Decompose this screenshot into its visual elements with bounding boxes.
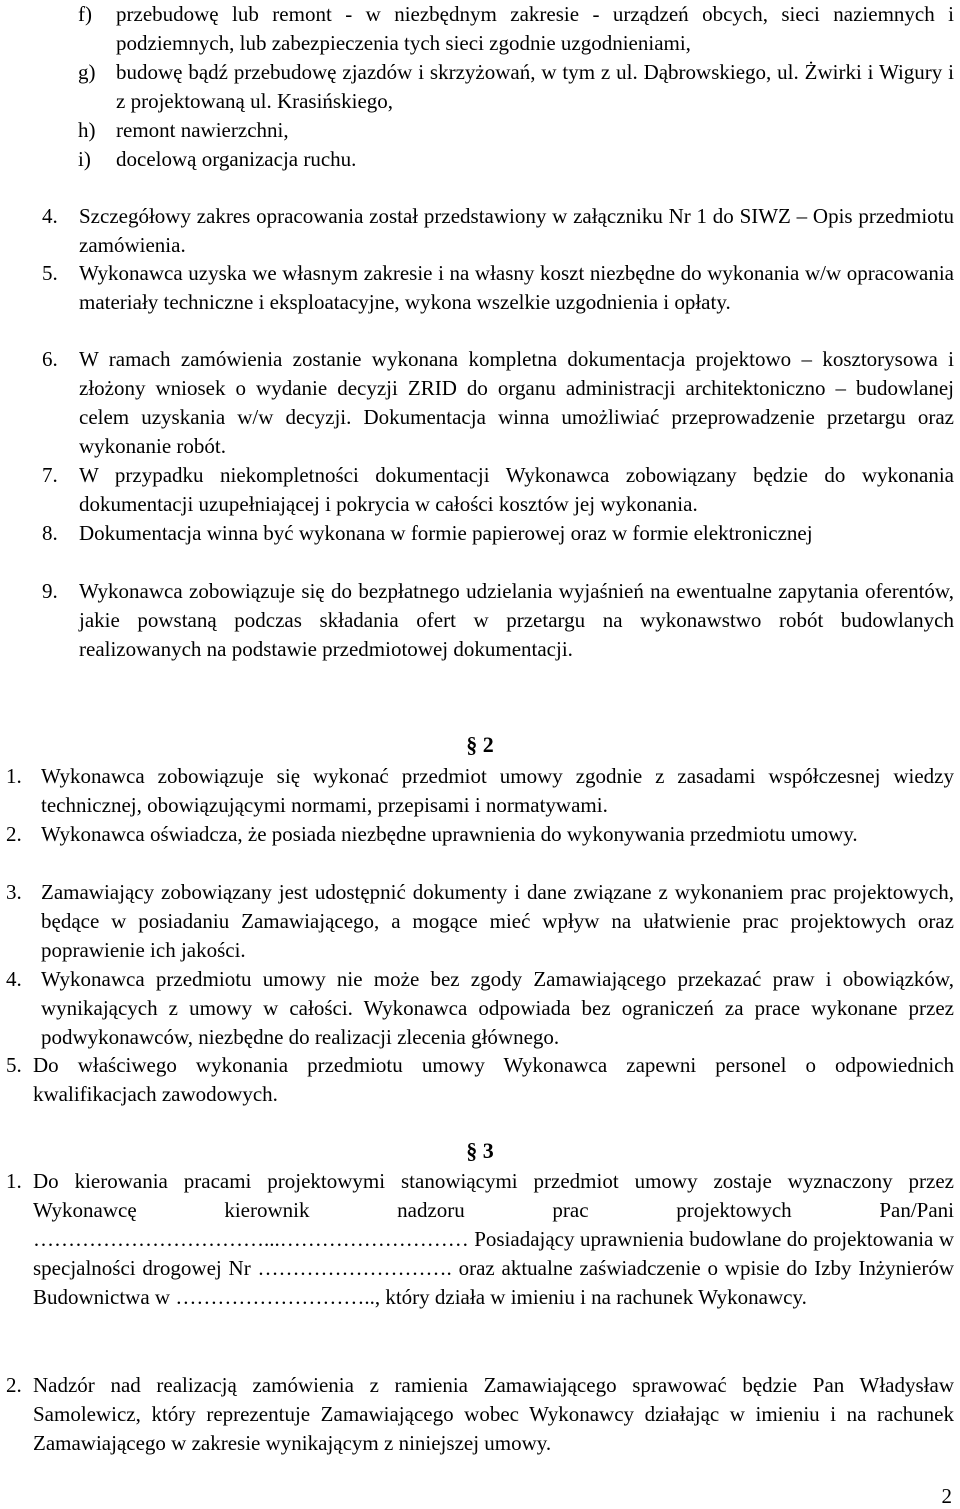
- section-2-item-1: [6, 762, 954, 820]
- list-label: 4.: [6, 967, 22, 991]
- list-text: remont nawierzchni,: [116, 118, 289, 142]
- list-text: Dokumentacja winna być wykonana w formie papierowej oraz w formie elektronicznej: [79, 521, 813, 545]
- list-label: h): [78, 118, 96, 142]
- list-item-6: [42, 345, 954, 461]
- list-text: W przypadku niekompletności dokumentacji Wykonawca zobowiązany będzie do wykonania dokumentacji uzupełniającej i pokrycia w całości kosztów jej wykonania.: [79, 463, 954, 516]
- list-label: 3.: [6, 880, 22, 904]
- page-number: 2: [941, 1484, 952, 1508]
- section-heading-3: § 3: [466, 1138, 494, 1163]
- list-label: 7.: [42, 463, 58, 487]
- section-2-item-2: [6, 820, 954, 849]
- list-text: przebudowę lub remont - w niezbędnym zakresie - urządzeń obcych, sieci naziemnych i podziemnych, lub zabezpieczenia tych sieci zgodnie uzgodnieniami,: [116, 2, 954, 55]
- list-text: Wykonawca zobowiązuje się do bezpłatnego udzielania wyjaśnień na ewentualne zapytania oferentów, jakie powstaną podczas składania ofert w przetargu na wykonawstwo robót budowlanych realizowanych na podstawie przedmiotowej dokumentacji.: [79, 579, 954, 661]
- list-item-h: [78, 116, 954, 145]
- list-label: i): [78, 147, 91, 171]
- list-text: Zamawiający zobowiązany jest udostępnić dokumenty i dane związane z wykonaniem prac projektowych, będące w posiadaniu Zamawiającego, a mogące mieć wpływ na ułatwienie prac projektowych oraz poprawienie ich jakości.: [41, 880, 954, 962]
- list-text: W ramach zamówienia zostanie wykonana kompletna dokumentacja projektowo – kosztorysowa i złożony wniosek o wydanie decyzji ZRID do organu administracji architektoniczno – budowlanej celem uzyskania w/w decyzji. Dokumentacja winna umożliwiać przeprowadzenie przetargu oraz wykonanie robót.: [79, 347, 954, 458]
- list-label: 6.: [42, 347, 58, 371]
- section-heading-2: § 2: [466, 732, 494, 757]
- list-text: Wykonawca oświadcza, że posiada niezbędne uprawnienia do wykonywania przedmiotu umowy.: [41, 822, 858, 846]
- list-item-f: [78, 0, 954, 58]
- list-text: Do właściwego wykonania przedmiotu umowy Wykonawca zapewni personel o odpowiednich kwalifikacjach zawodowych.: [33, 1053, 954, 1106]
- list-text: budowę bądź przebudowę zjazdów i skrzyżowań, w tym z ul. Dąbrowskiego, ul. Żwirki i Wigury i z projektowaną ul. Krasińskiego,: [116, 60, 954, 113]
- section-3-item-2: [6, 1371, 954, 1458]
- section-2-item-5: [6, 1051, 954, 1109]
- list-item-9: [42, 577, 954, 664]
- list-label: 1.: [6, 764, 22, 788]
- list-text: Wykonawca uzyska we własnym zakresie i na własny koszt niezbędne do wykonania w/w opracowania materiały techniczne i eksploatacyjne, wykona wszelkie uzgodnienia i opłaty.: [79, 261, 954, 314]
- list-label: 4.: [42, 204, 58, 228]
- list-item-5: [42, 259, 954, 317]
- list-text: Szczegółowy zakres opracowania został przedstawiony w załączniku Nr 1 do SIWZ – Opis przedmiotu zamówienia.: [79, 204, 954, 257]
- list-item-7: [42, 461, 954, 519]
- list-text: Wykonawca przedmiotu umowy nie może bez zgody Zamawiającego przekazać praw i obowiązków, wynikających z umowy w całości. Wykonawca odpowiada bez ograniczeń za prace wykonane przez podwykonawców, niezbędne do realizacji zlecenia głównego.: [41, 967, 954, 1049]
- list-item-g: [78, 58, 954, 116]
- list-label: 9.: [42, 579, 58, 603]
- list-label: 5.: [42, 261, 58, 285]
- list-item-8: [42, 519, 954, 548]
- list-text: Wykonawca zobowiązuje się wykonać przedmiot umowy zgodnie z zasadami współczesnej wiedzy technicznej, obowiązującymi normami, przepisami i normatywami.: [41, 764, 954, 817]
- section-2-item-3: [6, 878, 954, 965]
- section-3-item-1: [6, 1167, 954, 1312]
- list-text: docelową organizacja ruchu.: [116, 147, 357, 171]
- list-label: 5.: [6, 1053, 22, 1077]
- list-label: 1.: [6, 1169, 22, 1193]
- list-text: Nadzór nad realizacją zamówienia z ramienia Zamawiającego sprawować będzie Pan Władysław Samolewicz, który reprezentuje Zamawiającego wobec Wykonawcy działając w imieniu i na rachunek Zamawiającego w zakresie wynikającym z niniejszej umowy.: [33, 1373, 954, 1455]
- list-item-4: [42, 202, 954, 260]
- list-label: f): [78, 2, 92, 26]
- list-label: g): [78, 60, 96, 84]
- list-item-i: [78, 145, 954, 174]
- section-2-item-4: [6, 965, 954, 1052]
- list-label: 8.: [42, 521, 58, 545]
- list-text: Do kierowania pracami projektowymi stanowiącymi przedmiot umowy zostaje wyznaczony przez Wykonawcę kierownik nadzoru prac projektowych Pan/Pani ……………………………...……………………… Posiadający uprawnienia budowlane do projektowania w specjalności drogowej Nr ………………………. oraz aktualne zaświadczenie o wpisie do Izby Inżynierów Budownictwa w ……………………….., który działa w imieniu i na rachunek Wykonawcy.: [33, 1169, 954, 1309]
- list-label: 2.: [6, 1373, 22, 1397]
- list-label: 2.: [6, 822, 22, 846]
